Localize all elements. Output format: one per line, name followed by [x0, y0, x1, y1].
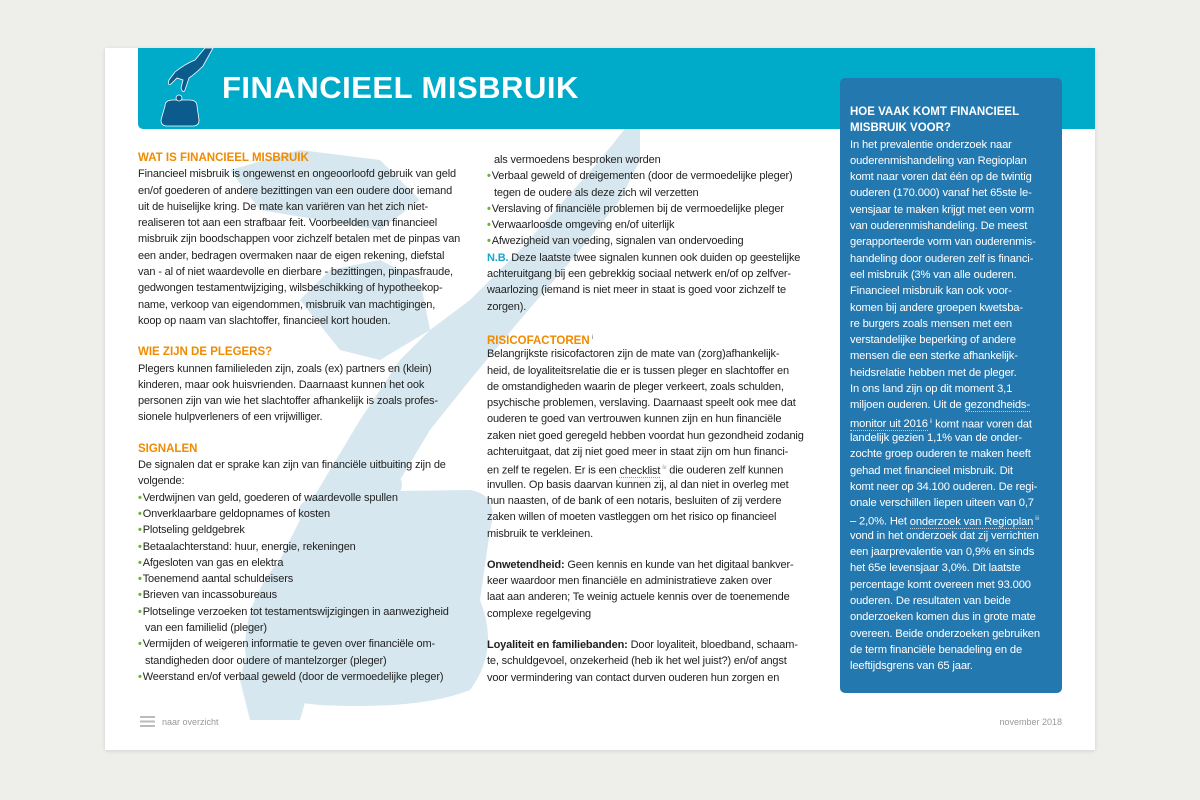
- text-span: een jaarprevalentie van 0,9% en sinds: [850, 546, 1035, 559]
- footnote-marker[interactable]: ii: [929, 418, 933, 425]
- column-middle: [487, 152, 817, 686]
- text-span: landelijk gezien 1,1% van de onder-: [850, 431, 1023, 444]
- bullet-icon: •: [138, 556, 142, 569]
- text-span: misbruik te verkleinen.: [487, 527, 593, 540]
- text-line: [487, 428, 817, 444]
- text-line: [138, 280, 488, 296]
- text-line: [138, 297, 488, 313]
- hand-purse-icon: [155, 48, 215, 128]
- text-line: [850, 316, 1060, 332]
- back-to-overview-label: naar overzicht: [162, 716, 219, 727]
- bullet-line: [487, 185, 817, 201]
- text-span: kinderen, maar ook huisvrienden. Daarnaast kunnen het ook: [138, 378, 425, 391]
- text-span: Door loyaliteit, bloedband, schaam-: [627, 639, 798, 652]
- text-span: standigheden door oudere of mantelzorger (pleger): [145, 654, 387, 667]
- hamburger-icon: [140, 716, 155, 727]
- text-span: miljoen ouderen. Uit de: [850, 399, 965, 412]
- text-line: [850, 251, 1060, 267]
- bullet-line: [487, 201, 817, 217]
- text-line: [850, 267, 1060, 283]
- text-span: de omstandigheden waarin de pleger verkeert, zoals schulden,: [487, 380, 784, 393]
- text-span: Verdwijnen van geld, goederen of waardevolle spullen: [142, 491, 398, 504]
- text-span: sionele hulpverleners of een vrijwilliger.: [138, 411, 323, 424]
- text-span: te, schuldgevoel, onzekerheid (heb ik het wel juist?) en/of angst: [487, 655, 787, 668]
- text-span: WIE ZIJN DE PLEGERS?: [138, 346, 273, 359]
- text-span: RISICOFACTOREN: [487, 334, 590, 347]
- section-heading: [850, 104, 1060, 120]
- text-line: [487, 395, 817, 411]
- text-line: [138, 393, 488, 409]
- bullet-icon: •: [487, 235, 491, 248]
- text-line: [850, 185, 1060, 201]
- text-line: [138, 264, 488, 280]
- bullet-icon: •: [138, 605, 142, 618]
- text-line: [850, 609, 1060, 625]
- page-title: FINANCIEEL MISBRUIK: [222, 70, 579, 105]
- bullet-icon: •: [138, 573, 142, 586]
- text-span: van ouderenmishandeling. De meest: [850, 220, 1028, 233]
- text-line: [487, 573, 817, 589]
- text-span: gedwongen testamentwijziging, wilsbeschikking of hypotheekop-: [138, 282, 443, 295]
- text-span: het 65e levensjaar 3,0%. Dit laatste: [850, 562, 1021, 575]
- reference-link[interactable]: monitor uit 2016: [850, 418, 928, 431]
- text-span: komt naar voren dat: [932, 418, 1032, 431]
- text-span: Plotseling geldgebrek: [142, 524, 245, 537]
- text-span: Financieel misbruik is ongewenst en ongeoorloofd gebruik van geld: [138, 168, 457, 181]
- bullet-line: [138, 506, 488, 522]
- text-line: [138, 231, 488, 247]
- bullet-line: [487, 168, 817, 184]
- bullet-line: [138, 571, 488, 587]
- section-heading: [138, 344, 488, 360]
- text-line: [850, 332, 1060, 348]
- text-line: [850, 283, 1060, 299]
- reference-link[interactable]: gezondheids-: [964, 399, 1030, 412]
- text-span: psychische problemen, verslaving. Daarnaast speelt ook mee dat: [487, 397, 796, 410]
- text-line: [850, 658, 1060, 674]
- text-span: verstandelijke beperking of andere: [850, 334, 1016, 347]
- text-span: komt neer op 34.100 ouderen. De regi-: [850, 480, 1038, 493]
- back-to-overview-link[interactable]: [140, 716, 219, 727]
- text-span: Toenemend aantal schuldeisers: [142, 573, 294, 586]
- text-span: handeling door ouderen zelf is financi-: [850, 252, 1034, 265]
- text-line: [138, 199, 488, 215]
- text-span: ouderen. De resultaten van beide: [850, 594, 1011, 607]
- text-line: [850, 626, 1060, 642]
- text-span: name, verkoop van eigendommen, misbruik van machtigingen,: [138, 298, 436, 311]
- bullet-line: [138, 539, 488, 555]
- footnote-marker[interactable]: i: [591, 334, 594, 341]
- bullet-line: [138, 555, 488, 571]
- spacer: [138, 426, 488, 441]
- text-span: van - al of niet waardevolle en dierbare - bezittingen, pinpasfraude,: [138, 266, 453, 279]
- text-span: de term financiële benadeling en de: [850, 643, 1023, 656]
- text-span: achteruitgang bij een gebrekkig sociaal netwerk en/of op zelfver-: [487, 268, 791, 281]
- bullet-line: [487, 217, 817, 233]
- text-line: [138, 409, 488, 425]
- text-line: [850, 365, 1060, 381]
- text-span: ouderen (170.000) vanaf het 65ste le-: [850, 187, 1032, 200]
- text-line: [850, 169, 1060, 185]
- text-span: heid, de loyaliteitsrelatie die er is tussen pleger en slachtoffer en: [487, 364, 789, 377]
- text-line: [487, 411, 817, 427]
- text-line: [850, 234, 1060, 250]
- text-line: [487, 379, 817, 395]
- text-span: realiseren tot aan een strafbaar feit. Voorbeelden van financieel: [138, 217, 438, 230]
- bullet-icon: •: [138, 507, 142, 520]
- text-span: zaken niet goed geregeld hebben voordat hun gezondheid zodanig: [487, 429, 804, 442]
- text-span: Verwaarloosde omgeving en/of uiterlijk: [491, 219, 675, 232]
- text-line: [487, 557, 817, 573]
- text-line: [487, 363, 817, 379]
- text-span: percentage komt overeen met 93.000: [850, 578, 1031, 591]
- bullet-icon: •: [487, 219, 491, 232]
- text-line: [850, 414, 1060, 430]
- text-line: [138, 183, 488, 199]
- text-span: complexe regelgeving: [487, 607, 592, 620]
- spacer: [138, 329, 488, 344]
- text-line: [138, 361, 488, 377]
- bullet-line: [487, 233, 817, 249]
- text-span: De signalen dat er sprake kan zijn van financiële uitbuiting zijn de: [138, 459, 446, 472]
- text-span: Belangrijkste risicofactoren zijn de mate van (zorg)afhankelijk-: [487, 348, 780, 361]
- text-span: invullen. Op basis daarvan kunnen zij, al dan niet in overleg met: [487, 478, 789, 491]
- text-span: Financieel misbruik kan ook voor-: [850, 285, 1012, 298]
- bullet-icon: •: [138, 589, 142, 602]
- bullet-line: [138, 653, 488, 669]
- text-span: MISBRUIK VOOR?: [850, 122, 951, 135]
- text-span: misbruik zijn boodschappen voor zichzelf betalen met de pinpas van: [138, 233, 461, 246]
- text-span: Afwezigheid van voeding, signalen van ondervoeding: [491, 235, 744, 248]
- bullet-line: [487, 152, 817, 168]
- text-span: zaken willen of moeten vastleggen om het risico op financieel: [487, 511, 777, 524]
- text-span: Geen kennis en kunde van het digitaal bankver-: [564, 558, 794, 571]
- text-line: [487, 509, 817, 525]
- section-heading: [138, 441, 488, 457]
- text-line: [850, 137, 1060, 153]
- text-span: achteruitgaat, dat zij niet goed meer in staat zijn om hun financi-: [487, 446, 789, 459]
- text-span: Brieven van incassobureaus: [142, 589, 277, 602]
- text-span: uit de huiselijke kring. De mate kan variëren van het zich niet-: [138, 200, 428, 213]
- text-line: [850, 544, 1060, 560]
- text-line: [487, 526, 817, 542]
- text-span: In ons land zijn op dit moment 3,1: [850, 383, 1013, 396]
- bullet-line: [138, 490, 488, 506]
- text-line: [850, 593, 1060, 609]
- text-span: mensen die een sterke afhankelijk-: [850, 350, 1018, 363]
- bullet-line: [138, 522, 488, 538]
- text-span: vensjaar te maken krijgt met een vorm: [850, 203, 1035, 216]
- text-span: laat aan anderen; Te weinig actuele kennis over de toenemende: [487, 591, 790, 604]
- text-line: [487, 444, 817, 460]
- text-span: volgende:: [138, 475, 185, 488]
- text-span: gehad met financieel misbruik. Dit: [850, 464, 1013, 477]
- text-line: [850, 511, 1060, 527]
- text-line: [850, 560, 1060, 576]
- text-line: [138, 377, 488, 393]
- text-span: gerapporteerde vorm van ouderenmis-: [850, 236, 1036, 249]
- text-span: Deze laatste twee signalen kunnen ook duiden op geestelijke: [508, 251, 801, 264]
- text-span: eel misbruik (3% van alle ouderen.: [850, 268, 1017, 281]
- text-span: Weerstand en/of verbaal geweld (door de vermoedelijke pleger): [142, 670, 444, 683]
- text-span: koop op naam van slachtoffer, financieel kort houden.: [138, 314, 391, 327]
- text-span: overeen. Beide onderzoeken gebruiken: [850, 627, 1040, 640]
- text-line: [850, 300, 1060, 316]
- text-span: Verslaving of financiële problemen bij de vermoedelijke pleger: [491, 202, 784, 215]
- section-heading: [850, 120, 1060, 136]
- text-line: [850, 528, 1060, 544]
- text-span: Onverklaarbare geldopnames of kosten: [142, 507, 330, 520]
- reference-link[interactable]: onderzoek van Regioplan: [909, 516, 1034, 529]
- text-line: [850, 397, 1060, 413]
- text-line: [138, 166, 488, 182]
- text-span: voor vermindering van contact durven ouderen hun zorgen en: [487, 671, 780, 684]
- text-line: [850, 479, 1060, 495]
- publication-date: november 2018: [999, 717, 1062, 727]
- text-line: [138, 248, 488, 264]
- text-span: HOE VAAK KOMT FINANCIEEL: [850, 106, 1020, 118]
- text-span: Vermijden of weigeren informatie te geven over financiële om-: [142, 638, 435, 651]
- text-line: [487, 346, 817, 362]
- text-line: [487, 250, 817, 266]
- text-line: [850, 642, 1060, 658]
- text-span: vond in het onderzoek dat zij verrichten: [850, 529, 1039, 542]
- text-span: en/of goederen of andere bezittingen van een oudere door iemand: [138, 184, 453, 197]
- bullet-line: [138, 620, 488, 636]
- text-line: [487, 266, 817, 282]
- text-span: Onwetendheid:: [487, 558, 565, 571]
- text-span: tegen de oudere als deze zich wil verzetten: [494, 186, 699, 199]
- text-span: SIGNALEN: [138, 442, 198, 455]
- text-line: [850, 381, 1060, 397]
- text-line: [850, 430, 1060, 446]
- text-line: [487, 606, 817, 622]
- bullet-line: [138, 587, 488, 603]
- bullet-icon: •: [138, 524, 142, 537]
- text-span: WAT IS FINANCIEEL MISBRUIK: [138, 152, 309, 164]
- text-span: komt naar voren dat één op de twintig: [850, 171, 1032, 184]
- text-line: [487, 637, 817, 653]
- section-heading: [487, 330, 817, 346]
- text-line: [850, 202, 1060, 218]
- text-line: [850, 495, 1060, 511]
- text-span: een ander, bedragen overmaken naar de eigen rekening, diefstal: [138, 249, 445, 262]
- text-span: keer waardoor men financiële en administratieve zaken over: [487, 575, 772, 588]
- text-line: [850, 348, 1060, 364]
- text-span: – 2,0%. Het: [850, 516, 910, 529]
- text-span: Betaalachterstand: huur, energie, rekeningen: [142, 540, 356, 553]
- text-span: onderzoeken komen dus in grote mate: [850, 611, 1036, 624]
- text-line: [138, 215, 488, 231]
- text-line: [487, 477, 817, 493]
- text-line: [850, 577, 1060, 593]
- bullet-icon: •: [138, 540, 142, 553]
- text-span: personen zijn van wie het slachtoffer afhankelijk is zoals profes-: [138, 395, 438, 408]
- text-line: [487, 299, 817, 315]
- text-span: N.B.: [487, 251, 509, 264]
- text-line: [487, 589, 817, 605]
- text-line: [487, 460, 817, 476]
- text-span: van een familielid (pleger): [145, 622, 267, 635]
- footnote-marker[interactable]: iii: [1035, 516, 1039, 523]
- bullet-icon: •: [138, 670, 142, 683]
- text-span: Loyaliteit en familiebanden:: [487, 639, 628, 652]
- text-line: [850, 218, 1060, 234]
- text-span: als vermoedens besproken worden: [494, 154, 661, 166]
- text-span: In het prevalentie onderzoek naar: [850, 138, 1012, 151]
- text-span: Verbaal geweld of dreigementen (door de vermoedelijke pleger): [491, 170, 793, 183]
- text-line: [850, 153, 1060, 169]
- text-span: zochte groep ouderen te maken heeft: [850, 448, 1031, 461]
- text-line: [138, 473, 488, 489]
- sidebar-text: [850, 104, 1060, 674]
- text-span: ouderenmishandeling van Regioplan: [850, 154, 1027, 167]
- text-span: en zelf te regelen. Er is een: [487, 465, 620, 477]
- bullet-icon: •: [487, 202, 491, 215]
- text-span: onale verschillen liepen uiteen van 0,7: [850, 497, 1034, 510]
- text-span: ouderen te goed van vertrouwen kunnen zijn en hun financiële: [487, 413, 782, 426]
- text-span: Plegers kunnen familieleden zijn, zoals (ex) partners en (klein): [138, 362, 432, 375]
- bullet-icon: •: [138, 491, 142, 504]
- spacer: [487, 315, 817, 330]
- bullet-icon: •: [138, 638, 142, 651]
- footnote-marker[interactable]: iv: [662, 465, 667, 472]
- bullet-icon: •: [487, 170, 491, 183]
- text-line: [138, 313, 488, 329]
- text-span: re burgers zoals mensen met een: [850, 317, 1013, 330]
- spacer: [487, 542, 817, 557]
- text-span: leeftijdsgrens van 65 jaar.: [850, 660, 973, 673]
- spacer: [487, 622, 817, 637]
- text-span: heidsrelatie hebben met de pleger.: [850, 366, 1017, 379]
- text-span: waarlozing (iemand is niet meer in staat is goed voor zichzelf te: [487, 284, 787, 297]
- bullet-line: [138, 604, 488, 620]
- bullet-line: [138, 636, 488, 652]
- text-line: [487, 653, 817, 669]
- text-line: [487, 282, 817, 298]
- column-left: [138, 150, 488, 685]
- bullet-line: [138, 669, 488, 685]
- section-heading: [138, 150, 488, 166]
- text-line: [138, 457, 488, 473]
- text-line: [487, 493, 817, 509]
- text-span: Plotselinge verzoeken tot testamentswijzigingen in aanwezigheid: [142, 605, 449, 618]
- text-span: die ouderen zelf kunnen: [666, 465, 784, 477]
- text-span: Afgesloten van gas en elektra: [142, 556, 284, 569]
- text-span: hun naasten, of de bank of een notaris, besluiten of zij verdere: [487, 494, 782, 507]
- text-line: [850, 463, 1060, 479]
- text-line: [850, 446, 1060, 462]
- text-span: komen bij andere groepen kwetsba-: [850, 301, 1023, 314]
- text-span: zorgen).: [487, 300, 527, 313]
- text-line: [487, 670, 817, 686]
- reference-link[interactable]: checklist: [619, 465, 661, 477]
